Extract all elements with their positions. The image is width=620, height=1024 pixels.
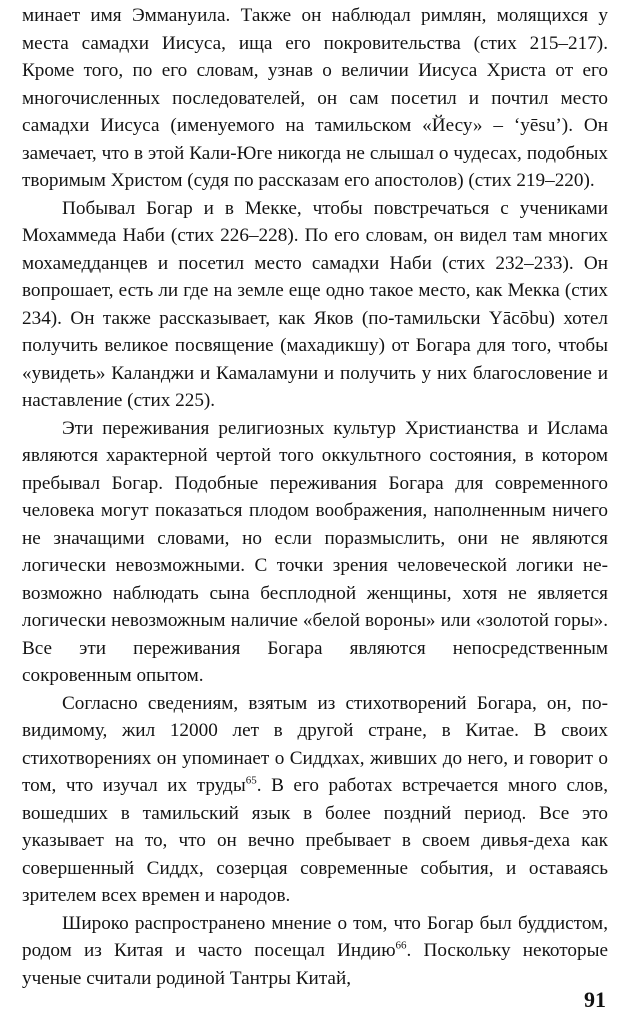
paragraph-1-text: минает имя Эммануила. Также он наблюдал римлян, молящихся у места самадхи Иисуса, ища его покровительства (стих 215–217). Кроме того, по его словам, узнав о величии Иисуса Христа от его многочисленных последователей, он сам посетил и почтил место самадхи Иисуса (именуемого на тамильском «Йесу» – ‘yēsu’). Он замечает, что в этой Кали-Юге никогда не слышал о чудесах, подобных творимым Христом (судя по рассказам его апостолов) (стих 219–220). (22, 5, 608, 191)
paragraph-2 (22, 195, 608, 415)
paragraph-5 (22, 910, 608, 993)
paragraph-5-text-after: . Поскольку некоторые ученые считали родиной Тантры Китай, (22, 940, 608, 989)
paragraph-5-text: Широко распространено мнение о том, что Богар был буддистом, родом из Китая и часто посещал Индию (22, 912, 608, 961)
footnote-ref-65: 65 (245, 774, 257, 787)
paragraph-2-text: Побывал Богар и в Мекке, чтобы повстречаться с учениками Мохаммеда Наби (стих 226–228). По его словам, он видел там многих мохамедданцев и посетил место самадхи Наби (стих 232–233). Он вопрошает, есть ли где на земле еще одно такое место, как Мекка (стих 234). Он также рассказывает, как Яков (по-тамильски Yācōbu) хотел получить великое посвящение (махадикшу) от Богара для того, чтобы «увидеть» Каланджи и Камаламуни и получить у них благословение и наставление (стих 225). (22, 197, 608, 411)
paragraph-1 (22, 2, 608, 195)
paragraph-3 (22, 415, 608, 690)
footnote-ref-66: 66 (395, 939, 407, 952)
paragraph-3-text: Эти переживания религиозных культур Христианства и Ислама являются характерной чертой того оккультного состояния, в котором пребывал Богар. Подобные переживания Богара для современного человека могут показаться плодом воображения, наполненным ничего не значащими словами, но если поразмыслить, они не являются логически невозможными. С точки зрения человеческой логики невозможно наблюдать сына бесплодной женщины, хотя не является логически невозможным наличие «белой вороны» или «золотой горы». Все эти переживания Богара являются непосредственным сокровенным опытом. (22, 417, 608, 686)
page-body (22, 2, 608, 992)
paragraph-4-text: Согласно сведениям, взятым из стихотворений Богара, он, по-видимому, жил 12000 лет в другой стране, в Китае. В своих стихотворениях он упоминает о Сиддхах, живших до него, и говорит о том, что изучал их труды (22, 692, 608, 796)
paragraph-4 (22, 690, 608, 910)
page-number: 91 (584, 987, 606, 1012)
paragraph-4-text-after: . В его работах встречается много слов, вошедших в тамильский язык в более поздний период. Все это указывает на то, что он вечно пребывает в своем дивья-деха как совершенный Сиддх, созерцая современные события, и оставаясь зрителем всех времен и народов. (22, 775, 608, 906)
